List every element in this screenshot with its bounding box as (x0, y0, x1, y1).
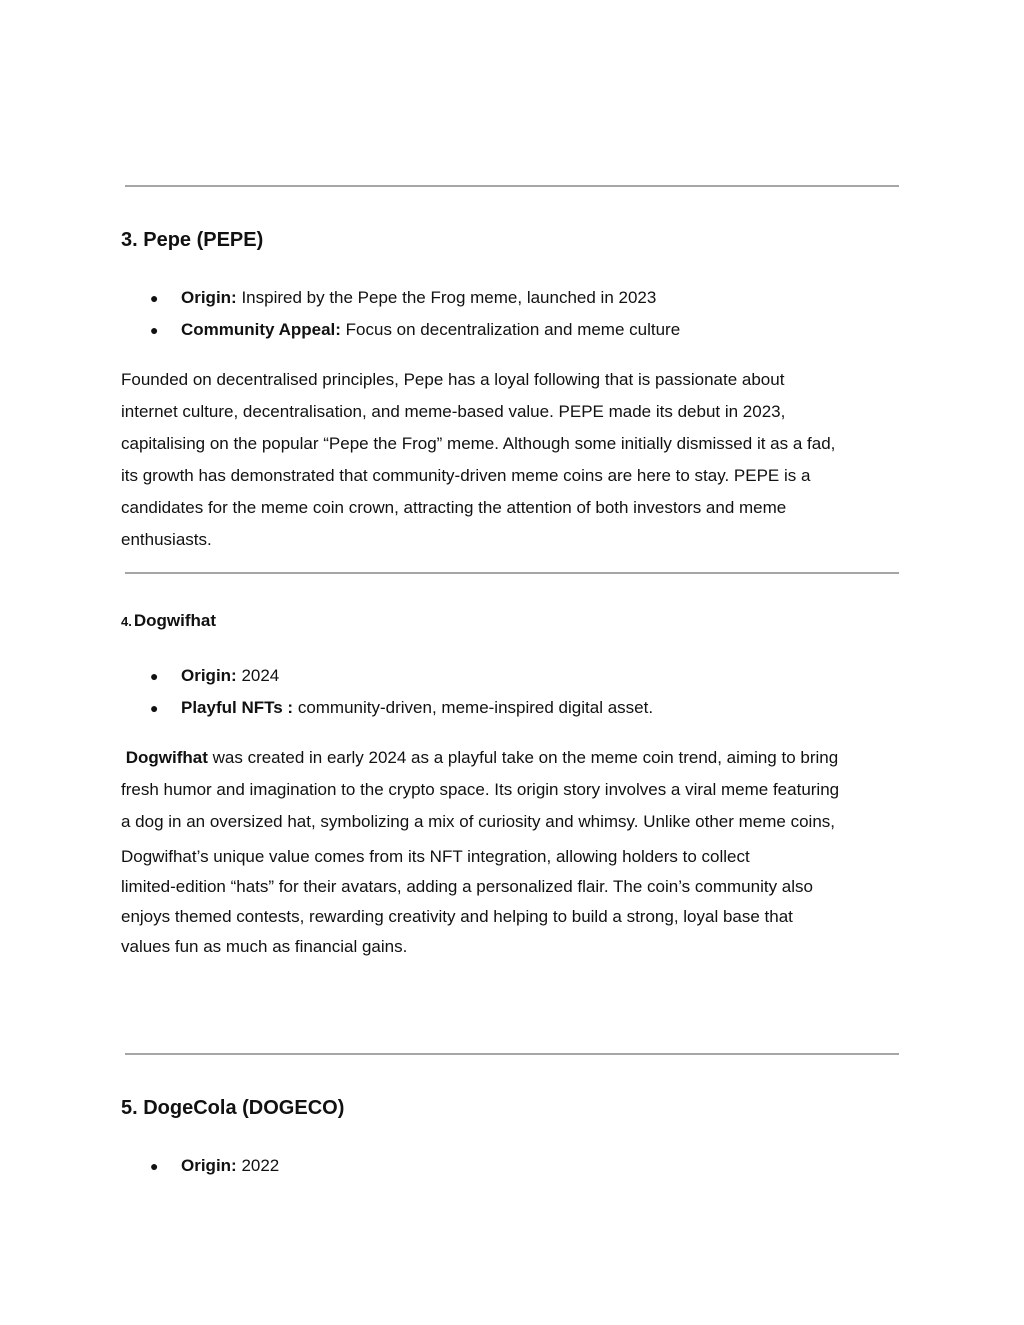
section-heading-dogwifhat (121, 610, 216, 633)
bullet-text: Inspired by the Pepe the Frog meme, launched in 2023 (236, 288, 657, 307)
section-divider (125, 1053, 899, 1055)
paragraph-line: candidates for the meme coin crown, attracting the attention of both investors and meme (121, 498, 787, 517)
section-heading-pepe: 3. Pepe (PEPE) (121, 229, 264, 251)
bullet-text: 2024 (236, 666, 280, 685)
bullet-dot-icon: ● (150, 1158, 159, 1174)
pepe-description (121, 364, 911, 556)
paragraph-line: limited-edition “hats” for their avatars, adding a personalized flair. The coin’s community also (121, 877, 813, 896)
dogwifhat-description-part-1 (121, 742, 911, 838)
bullet-dot-icon: ● (150, 668, 159, 684)
heading-number: 4. (121, 614, 132, 629)
paragraph-line: Dogwifhat’s unique value comes from its NFT integration, allowing holders to collect (121, 847, 750, 866)
coin-name-bold: Dogwifhat (125, 748, 208, 767)
bullet-dot-icon: ● (150, 700, 159, 716)
bullet-label: Playful NFTs : (181, 698, 294, 717)
paragraph-line: values fun as much as financial gains. (121, 937, 408, 956)
paragraph-line: enjoys themed contests, rewarding creativity and helping to build a strong, loyal base that (121, 907, 793, 926)
section-divider (125, 185, 899, 187)
section-divider (125, 572, 899, 574)
bullet-label: Origin: (181, 1156, 237, 1175)
paragraph-text: was created in early 2024 as a playful take on the meme coin trend, aiming to bring (207, 748, 839, 767)
paragraph-line: Founded on decentralised principles, Pepe has a loyal following that is passionate about (121, 370, 785, 389)
bullet-label: Community Appeal: (181, 320, 341, 339)
bullet-text: Focus on decentralization and meme culture (340, 320, 681, 339)
bullet-dot-icon: ● (150, 290, 159, 306)
paragraph-line: capitalising on the popular “Pepe the Frog” meme. Although some initially dismissed it as a fad, (121, 434, 836, 453)
paragraph-line: a dog in an oversized hat, symbolizing a mix of curiosity and whimsy. Unlike other meme coins, (121, 812, 835, 831)
paragraph-line: its growth has demonstrated that community-driven meme coins are here to stay. PEPE is a (121, 466, 811, 485)
paragraph-line: fresh humor and imagination to the crypto space. Its origin story involves a viral meme featuring (121, 780, 840, 799)
bullet-dot-icon: ● (150, 322, 159, 338)
bullet-text: 2022 (236, 1156, 280, 1175)
bullet-text: community-driven, meme-inspired digital asset. (293, 698, 654, 717)
section-heading-dogecola: 5. DogeCola (DOGECO) (121, 1097, 345, 1119)
paragraph-line: enthusiasts. (121, 530, 212, 549)
paragraph-line: internet culture, decentralisation, and meme-based value. PEPE made its debut in 2023, (121, 402, 786, 421)
bullet-label: Origin: (181, 666, 237, 685)
heading-text: Dogwifhat (133, 611, 216, 630)
dogwifhat-description-part-2 (121, 842, 911, 962)
bullet-label: Origin: (181, 288, 237, 307)
paragraph-line (121, 742, 911, 774)
